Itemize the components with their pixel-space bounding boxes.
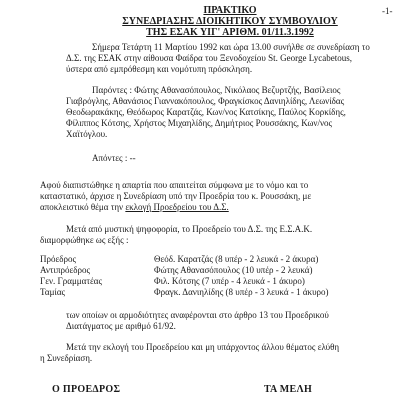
board-row xyxy=(40,254,410,265)
quorum-text: αποκλειστικό θέμα την xyxy=(40,202,126,212)
board-member: Φιλ. Κότσης (7 υπέρ - 4 λευκά - 1 άκυρο) xyxy=(154,276,305,286)
board-role: Ταμίας xyxy=(40,287,66,297)
board-list xyxy=(40,254,410,298)
header-line-2: ΤΗΣ ΕΣΑΚ ΥΙΓ' ΑΡΙΘΜ. 01/11.3.1992 xyxy=(146,27,314,38)
absent-members: Απόντες : -- xyxy=(92,153,136,163)
signature-members: ΤΑ ΜΕΛΗ xyxy=(264,384,313,395)
board-row xyxy=(40,276,410,287)
quorum-line: καταστατικό, άρχισε η Συνεδρίαση υπό την Προεδρία του κ. Ρουσσάκη, με xyxy=(40,191,312,201)
closing-line: η Συνεδρίαση. xyxy=(40,353,93,363)
quorum-line xyxy=(40,202,410,213)
agenda-topic: εκλογή Προεδρείου του Δ.Σ. xyxy=(125,202,229,212)
board-member: Θεόδ. Καρατζάς (8 υπέρ - 2 λευκά - 2 άκυρα) xyxy=(154,254,319,264)
document-header xyxy=(120,5,340,38)
page-number: -1- xyxy=(382,6,393,16)
vote-line: διαμορφώθηκε ως εξής : xyxy=(40,235,129,245)
present-line: Γιαβρόγλης, Αθανάσιος Γιαννακόπουλος, Φραγκίσκος Δανιηλίδης, Λεωνίδας xyxy=(66,96,345,106)
board-member: Φραγκ. Δανιηλίδης (8 υπέρ - 3 λευκά - 1 άκυρο) xyxy=(154,287,329,297)
header-line-1: ΣΥΝΕΔΡΙΑΣΗΣ ΔΙΟΙΚΗΤΙΚΟΥ ΣΥΜΒΟΥΛΙΟΥ xyxy=(122,16,338,27)
vote-line: Μετά από μυστική ψηφοφορία, το Προεδρείο του Δ.Σ. της Ε.Σ.Α.Κ. xyxy=(66,224,313,234)
board-role: Πρόεδρος xyxy=(40,254,77,264)
intro-paragraph xyxy=(66,42,406,75)
intro-line: Δ.Σ. της ΕΣΑΚ στην αίθουσα Φαίδρα του Ξενοδοχείου St. George Lycabetous, xyxy=(66,53,352,63)
duties-line: Διατάγματος με αριθμό 61/92. xyxy=(66,321,176,331)
board-row xyxy=(40,265,410,276)
signature-president: Ο ΠΡΟΕΔΡΟΣ xyxy=(52,384,121,395)
quorum-line: Αφού διαπιστώθηκε η απαρτία που απαιτείται σύμφωνα με το νόμο και το xyxy=(40,180,309,190)
document-title: ΠΡΑΚΤΙΚΟ xyxy=(203,5,257,16)
closing-line: Μετά την εκλογή του Προεδρείου και μη υπάρχοντος άλλου θέματος ελύθη xyxy=(66,342,340,352)
duties-line: των οποίων οι αρμοδιότητες αναφέρονται στο άρθρο 13 του Προεδρικού xyxy=(66,310,329,320)
vote-paragraph xyxy=(40,224,410,246)
board-role: Αντιπρόεδρος xyxy=(40,265,91,275)
present-members xyxy=(66,85,406,140)
closing-paragraph xyxy=(40,342,410,364)
present-line: Παρόντες : Φώτης Αθανασόπουλος, Νικόλαος Βεζυρτζής, Βασίλειος xyxy=(92,85,341,95)
present-line: Φίλιππος Κότσης, Χρήστος Μιχαηλίδης, Δημήτριος Ρουσσάκης, Κων/νος xyxy=(66,118,333,128)
present-line: Θεοδωρακάκης, Θεόδωρος Καρατζάς, Κων/νος Κατσίκης, Παύλος Κορκίδης, xyxy=(66,107,346,117)
present-line: Χαϊτόγλου. xyxy=(66,129,108,139)
board-role: Γεν. Γραμματέας xyxy=(40,276,103,286)
duties-paragraph xyxy=(40,310,410,332)
quorum-paragraph xyxy=(40,180,410,213)
intro-line: ύστερα από εμπρόθεσμη και νομότυπη πρόσκληση. xyxy=(66,64,253,74)
board-member: Φώτης Αθανασόπουλος (10 υπέρ - 2 λευκά) xyxy=(154,265,313,275)
intro-line: Σήμερα Τετάρτη 11 Μαρτίου 1992 και ώρα 13.00 συνήλθε σε συνεδρίαση το xyxy=(92,42,370,52)
board-row xyxy=(40,287,410,298)
